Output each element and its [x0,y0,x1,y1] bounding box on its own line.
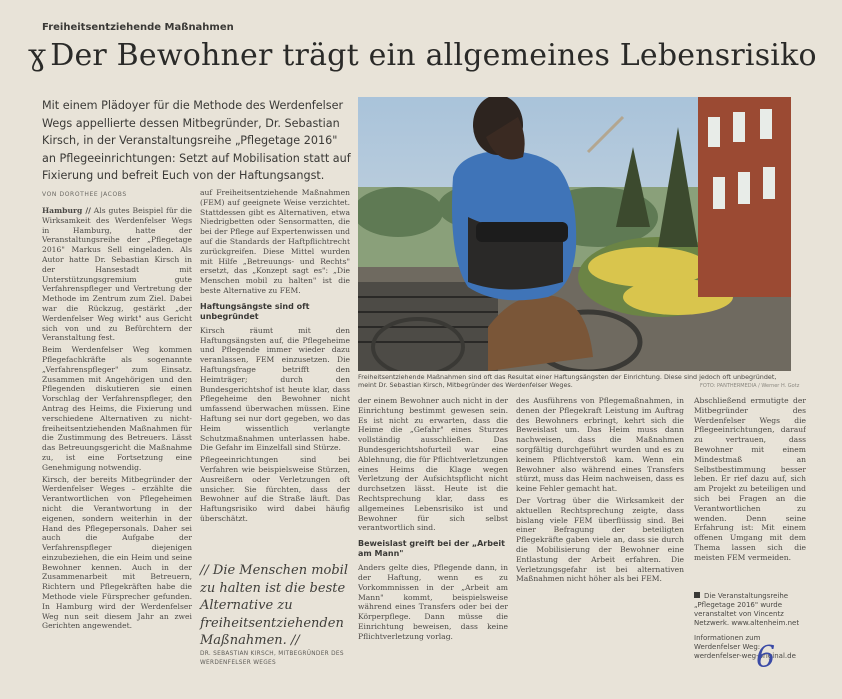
column-1 [42,206,192,633]
column-5 [694,396,806,581]
column-4-paragraph-2: Der Vortrag über die Wirksamkeit der aktuellen Rechtsprechung zeigte, dass bislang viele FEM überflüssig sind. Bei einer Befragung der beteiligten Pflegekräfte gaben viele an, dass sie durch die Mobilisierung der Bewohner eine Entlastung der Arbeit erfahren. Die Verletzungsgefahr ist bei alternativen Maßnahmen nicht höher als bei FEM. [516,495,684,584]
photo-credit: FOTO: PANTHERMEDIA / Werner H. Gotz [700,383,800,389]
column-1-paragraph-1: Als gutes Beispiel für die Wirksamkeit des Werdenfelser Wegs in Hamburg, hatte der Veranstaltungsreihe der „Pflegetage 2016" Markus Sell eingeladen. Als Autor hatte Dr. Sebastian Kirsch in der Hansestadt mit Unterstützungsgremium gute Verfahrenspfleger und Vertretung der Methode im Zentrum zum Ziel. Dabei war die Rückzug, gestärkt „der Werdenfelser Weg wirkt" aus Gericht sich von und zu Befürchtern der Veranstaltung fest. [42,206,192,343]
wheelchair-garden-illustration [358,97,791,371]
info-link-text: Informationen zum Werdenfelser Weg: werdenfelser-weg-original.de [694,634,796,660]
dateline: Hamburg // [42,206,91,215]
info-event-text: Die Veranstaltungsreihe „Pflegetage 2016" wurde veranstaltet von Vincentz Netzwerk. www.altenheim.net [694,592,800,627]
subheading-beweislast: Beweislast greift bei der „Arbeit am Mann" [358,539,505,559]
byline: VON DOROTHEE JACOBS [42,191,127,198]
headline [28,38,817,73]
pull-quote-source: DR. SEBASTIAN KIRSCH, MITBEGRÜNDER DES WERDENFELSER WEGES [200,651,344,666]
column-1-paragraph-3: Kirsch, der bereits Mitbegründer der Werdenfelser Weges – erzählte die Verantwortlichen von Pflegeheimen nicht die Verantwortung in der eigenen, sondern weiterhin in der Hand des Pflegepersonals. Daher sei auch die Aufgabe der Verfahrenspfleger diejenigen einzubeziehen, die ein Heim und seine Bewohner kennen. Auch in der Zusammenarbeit mit Betreuern, Richtern und Pflegekräften habe die Methode viele Fürsprecher gefunden. In Hamburg wird der Werdenfelser Weg nun seit diesem Jahr an zwei Gerichten angewendet. [42,474,192,631]
handwritten-page-number: 6 [756,640,776,675]
info-box [694,592,804,661]
handwritten-mark: ɣ [28,38,47,73]
column-4 [516,396,684,696]
lead-paragraph: Mit einem Plädoyer für die Methode des Werdenfelser Wegs appellierte dessen Mitbegründer, Dr. Sebastian Kirsch, in der Veranstaltungsreihe „Pflegetage 2016" an Pflegeeinrichtungen: Setzt auf Mobilisation statt auf Fixierung und befreit Euch von der Haftungsangst. [42,99,351,182]
headline-text: Der Bewohner trägt ein allgemeines Lebensrisiko [50,38,817,73]
column-2-paragraph-1: auf Freiheitsentziehende Maßnahmen (FEM) auf geeignete Weise verzichtet. Stattdessen gibt es Alternativen, etwa Niedrigbetten oder Sensormatten, die bei der Pflege auf Expertenwissen und auf die Standards der Haftpflichtrecht zurückgreifen. Diese Mittel wurden mit Hilfe „Betreuungs- und Rechts" ersetzt, das „Konzept sagt es": „Die Menschen mobil zu halten" ist die beste Alternative zu FEM. [200,188,350,295]
article-photo [358,97,791,371]
pull-quote: // Die Menschen mobil zu halten ist die beste Alternative zu freiheitsentziehenden Maßnahmen. // [200,563,348,648]
column-3-paragraph-1: der einem Bewohner auch nicht in der Einrichtung bestimmt gewesen sein. Es ist nicht zu erwarten, dass die Heime die „Gefahr" eines Sturzes vollständig ausschließen. Das Bundesgerichtshofurteil war eine Ablehnung, die für Pflichtverletzungen eines Heims die Klage wegen Verletzung der Aufsichtspflicht nicht durchsetzen lässt. Heute ist die Rechtsprechung klar, dass es allgemeines Lebensrisiko ist und Bewohner für sich selbst verantwortlich sind. [358,396,508,533]
photo-caption: Freiheitsentziehende Maßnahmen sind oft das Resultat einer Haftungsängsten der Einrichtung. Diese sind jedoch oft unbegründet, meint Dr. Sebastian Kirsch, Mitbegründer des Werdenfelser Weges. [358,373,777,390]
column-2-paragraph-2: Kirsch räumt mit den Haftungsängsten auf, die Pflegeheime und Pflegende immer wieder dazu veranlassen, FEM einzusetzen. Die Haftungsfrage betrifft den Heimträger; durch den Bundesgerichtshof ist heute klar, dass Pflegeheime den Bewohner nicht umfassend überwachen müssen. Eine Haftung sei nur dort gegeben, wo das Heim wissentlich verlangte Schutzmaßnahmen unterlassen habe. Die Gefahr im Einzelfall sind Stürze. [200,325,350,453]
column-3 [358,396,508,696]
subheading-haftungsangst: Haftungsängste sind oft unbegründet [200,301,310,321]
kicker: Freiheitsentziehende Maßnahmen [42,22,234,33]
column-5-paragraph-1: Abschließend ermutigte der Mitbegründer des Werdenfelser Wegs die Pflegeeinrichtungen, darauf zu vertrauen, dass Bewohner mit einem Mindestmaß an Selbstbestimmung besser leben. Er rief dazu auf, sich am Projekt zu beteiligen und sich bei Fragen an die Verantwortlichen zu wenden. Denn seine Erfahrung ist: Mit einem offenen Umgang mit dem Thema lassen sich die meisten FEM vermeiden. [694,396,806,562]
square-bullet-icon [694,592,700,598]
column-4-paragraph-1: des Ausführens von Pflegemaßnahmen, in denen der Pflegekraft Leistung im Auftrag des Bewohners erbringt, kehrt sich die Beweislast um. Das Heim muss dann nachweisen, dass die Maßnahmen sorgfältig durchgeführt wurden und es zu keinem Pflichtverstoß kam. Wenn ein Bewohner also während eines Transfers stürzt, muss das Heim nachweisen, dass es keine Fehler gemacht hat. [516,396,684,494]
column-2-paragraph-3: Pflegeeinrichtungen sind bei Verfahren wie beispielsweise Stürzen, Ausreißern oder Verletzungen oft unsicher. Sie fürchten, dass der Bewohner auf die Straße läuft. Das Haftungsrisiko wird dabei häufig überschätzt. [200,455,350,523]
column-1-paragraph-2: Beim Werdenfelser Weg kommen Pflegefachkräfte als sogenannte „Verfahrenspfleger" zum Einsatz. Zusammen mit Angehörigen und den Pflegenden diskutieren sie einen Vorschlag der Verfahrenspfleger, den Antrag des Heims, die Fixierung und verschiedene Alternativen zu nicht-freiheitsentziehenden Maßnahmen für die Zustimmung des Betreuers. Lässt das Betreuungsgericht die Maßnahme zu, ist eine Fortsetzung eine Genehmigung notwendig. [42,345,192,472]
column-2 [200,188,350,558]
column-3-paragraph-2: Anders gelte dies, Pflegende dann, in der Haftung, wenn es zu Vorkommnissen in der „Arbeit am Mann" kommt, beispielsweise während eines Transfers oder bei der Körperpflege. Dann müsse die Einrichtung beweisen, dass keine Pflichtverletzung vorlag. [358,563,508,641]
